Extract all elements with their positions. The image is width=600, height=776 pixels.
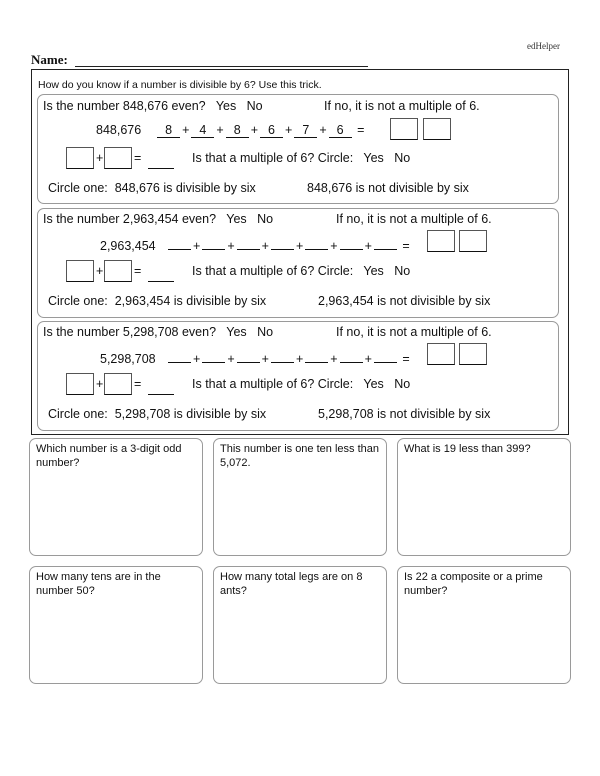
digit-blank[interactable] [271,349,294,363]
intro-text: How do you know if a number is divisible by 6? Use this trick. [38,79,322,91]
circle-one-row: Circle one: 2,963,454 is divisible by six [48,294,267,308]
sum-box-ones[interactable] [459,230,487,252]
digit-sum-row: 2,963,454 + + + + + + = [100,236,410,253]
add-box-1[interactable] [66,147,94,169]
brand-label: edHelper [527,41,560,51]
digit-blank[interactable] [374,349,397,363]
yes-option[interactable]: Yes [363,377,384,391]
not-divisible-option[interactable]: 5,298,708 is not divisible by six [318,407,491,421]
even-question: Is the number 5,298,708 even? Yes No [43,325,274,339]
digit-sum-row: 5,298,708 + + + + + + = [100,349,410,366]
digit-blank[interactable] [168,236,191,250]
note-text: If no, it is not a multiple of 6. [336,212,492,226]
multiple-question: Is that a multiple of 6? Circle: Yes No [192,377,411,391]
digit-blank[interactable] [374,236,397,250]
divisible-option[interactable]: 2,963,454 is divisible by six [114,294,267,308]
sum-box-tens[interactable] [390,118,418,140]
add-box-2[interactable] [104,260,132,282]
digit-blank[interactable] [202,236,225,250]
digit-blank[interactable]: 8 [157,124,180,138]
not-divisible-option[interactable]: 2,963,454 is not divisible by six [318,294,491,308]
problem-box-3: Is the number 5,298,708 even? Yes No If no, it is not a multiple of 6. 5,298,708 + + + + + + = + = Is that a multiple of 6? Circle: Yes No Circle one: 5,298,708 is divisible by six 5,298,708 is not divisible by six [37,321,559,431]
add-box-2[interactable] [104,147,132,169]
question-card-6[interactable]: Is 22 a composite or a prime number? [397,566,571,684]
digit-blank[interactable] [340,236,363,250]
note-text: If no, it is not a multiple of 6. [324,99,480,113]
divisible-option[interactable]: 5,298,708 is divisible by six [114,407,267,421]
yes-option[interactable]: Yes [226,325,247,339]
multiple-question: Is that a multiple of 6? Circle: Yes No [192,151,411,165]
sum-box-tens[interactable] [427,230,455,252]
digit-blank[interactable]: 4 [191,124,214,138]
add-box-2[interactable] [104,373,132,395]
digit-sum-row: 848,676 8 + 4 + 8 + 6 + 7 + 6 = [96,123,365,137]
digit-blank[interactable] [340,349,363,363]
sum-box-ones[interactable] [423,118,451,140]
problem-box-2: Is the number 2,963,454 even? Yes No If no, it is not a multiple of 6. 2,963,454 + + + + + + = + = Is that a multiple of 6? Circle: Yes No Circle one: 2,963,454 is divisible by six 2,963,454 is not divisible by six [37,208,559,318]
no-option[interactable]: No [394,264,411,278]
circle-one-row: Circle one: 848,676 is divisible by six [48,181,256,195]
question-card-5[interactable]: How many total legs are on 8 ants? [213,566,387,684]
yes-option[interactable]: Yes [363,264,384,278]
divisible-option[interactable]: 848,676 is divisible by six [114,181,256,195]
yes-option[interactable]: Yes [226,212,247,226]
circle-one-row: Circle one: 5,298,708 is divisible by six [48,407,267,421]
no-option[interactable]: No [394,377,411,391]
digit-blank[interactable]: 6 [329,124,352,138]
yes-option[interactable]: Yes [215,99,237,113]
problem-box-1: Is the number 848,676 even? Yes No If no, it is not a multiple of 6. 848,676 8 + 4 + 8 + 6 + 7 + 6 = + = Is that a multiple of 6? Circle: Yes No Circle one: 848,676 is divisible by six 848,676 is not divisible by six [37,94,559,204]
question-card-1[interactable]: Which number is a 3-digit odd number? [29,438,203,556]
digit-blank[interactable] [237,236,260,250]
name-label: Name: [31,52,68,67]
multiple-question: Is that a multiple of 6? Circle: Yes No [192,264,411,278]
sum-box-ones[interactable] [459,343,487,365]
result-blank[interactable] [148,260,174,282]
digit-blank[interactable] [237,349,260,363]
yes-option[interactable]: Yes [363,151,384,165]
number-label: 5,298,708 [100,352,156,366]
digit-blank[interactable]: 7 [294,124,317,138]
no-option[interactable]: No [246,99,263,113]
no-option[interactable]: No [394,151,411,165]
question-card-3[interactable]: What is 19 less than 399? [397,438,571,556]
no-option[interactable]: No [257,325,274,339]
add-box-1[interactable] [66,260,94,282]
even-question: Is the number 2,963,454 even? Yes No [43,212,274,226]
digit-blank[interactable] [305,349,328,363]
name-input-line[interactable] [75,66,368,67]
digit-blank[interactable]: 8 [226,124,249,138]
result-blank[interactable] [148,147,174,169]
not-divisible-option[interactable]: 848,676 is not divisible by six [307,181,469,195]
sum-box-tens[interactable] [427,343,455,365]
number-label: 2,963,454 [100,239,156,253]
result-blank[interactable] [148,373,174,395]
no-option[interactable]: No [257,212,274,226]
digit-blank[interactable] [271,236,294,250]
add-box-1[interactable] [66,373,94,395]
number-label: 848,676 [96,123,142,137]
digit-blank[interactable] [305,236,328,250]
question-card-2[interactable]: This number is one ten less than 5,072. [213,438,387,556]
digit-blank[interactable] [202,349,225,363]
question-card-4[interactable]: How many tens are in the number 50? [29,566,203,684]
even-question: Is the number 848,676 even? Yes No [43,99,263,113]
note-text: If no, it is not a multiple of 6. [336,325,492,339]
digit-blank[interactable] [168,349,191,363]
digit-blank[interactable]: 6 [260,124,283,138]
